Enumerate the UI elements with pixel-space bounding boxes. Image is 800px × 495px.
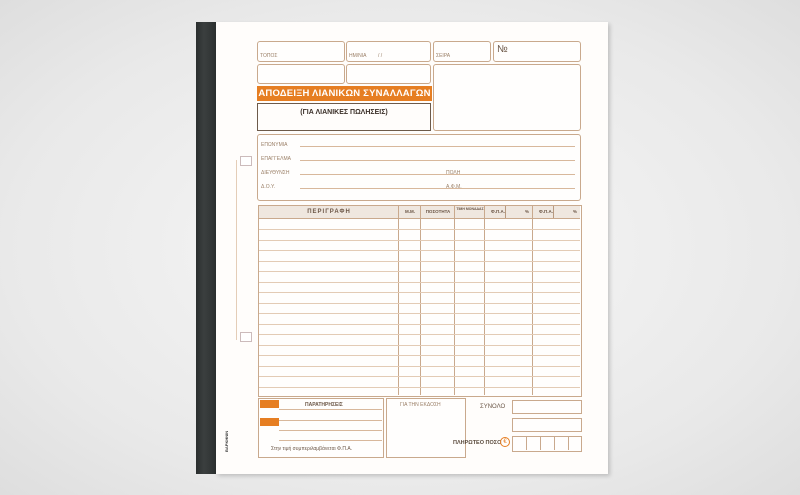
table-row [259, 345, 580, 346]
issuer-details-box [433, 64, 581, 131]
city-label: ΠΟΛΗ [446, 170, 461, 176]
table-row [259, 366, 580, 367]
receipt-title: ΑΠΟΔΕΙΞΗ ΛΙΑΝΙΚΩΝ ΣΥΝΑΛΛΑΓΩΝ [258, 88, 431, 99]
col-vat1: Φ.Π.Α. [491, 209, 505, 214]
col-divider [553, 206, 554, 218]
euro-icon: € [500, 437, 510, 447]
col-description: ΠΕΡΙΓΡΑΦΗ [307, 209, 351, 215]
address-label: ΔΙΕΥΘΥΝΣΗ [261, 170, 290, 176]
vat-note: Στην τιμή συμπεριλαμβάνεται Φ.Π.Α. [271, 446, 353, 452]
payable-divider [568, 437, 569, 450]
table-row [259, 271, 580, 272]
col-vat2-pct: % [572, 209, 577, 214]
total-field[interactable] [512, 400, 582, 414]
payable-label: ΠΛΗΡΩΤΕΟ ΠΟΣΟ [453, 440, 502, 446]
col-unit: Μ.Μ. [405, 209, 415, 214]
subtotal-field[interactable] [512, 418, 582, 432]
payable-field[interactable] [512, 436, 582, 452]
table-row [259, 261, 580, 262]
remarks-line [279, 420, 382, 421]
payable-divider [540, 437, 541, 450]
table-row [259, 376, 580, 377]
booklet-binding [196, 22, 216, 474]
table-row [259, 313, 580, 314]
date-slashes: / / [378, 53, 383, 59]
customer-line-1 [300, 146, 575, 147]
table-row [259, 355, 580, 356]
col-vat2: Φ.Π.Α. [539, 209, 553, 214]
table-row [259, 303, 580, 304]
table-row [259, 334, 580, 335]
col-quantity: ΠΟΣΟΤΗΤΑ [425, 209, 451, 214]
customer-line-2 [300, 160, 575, 161]
col-divider [505, 206, 506, 218]
remarks-line [279, 440, 382, 441]
issuer-info-box-right [346, 64, 431, 84]
number-label: № [497, 44, 508, 55]
issuer-info-box-left [257, 64, 345, 84]
col-vat1-pct: % [524, 209, 529, 214]
col-unit-price: ΤΙΜΗ ΜΟΝΑΔΑΣ [456, 207, 484, 211]
table-row [259, 387, 580, 388]
table-row [259, 229, 580, 230]
payable-divider [526, 437, 527, 450]
payable-divider [554, 437, 555, 450]
vat-number-label: Α.Φ.Μ. [446, 184, 462, 190]
issuer-label: ΓΙΑ ΤΗΝ ΕΚΔΟΣΗ [400, 402, 441, 408]
table-row [259, 240, 580, 241]
remarks-line [279, 430, 382, 431]
date-label: ΗΜ/ΝΙΑ [349, 53, 367, 59]
table-row [259, 282, 580, 283]
side-checkbox-bottom [240, 332, 252, 342]
table-row [259, 250, 580, 251]
profession-label: ΕΠΑΓΓΕΛΜΑ [261, 156, 291, 162]
customer-line-4 [300, 188, 575, 189]
receipt-subtitle: (ΓΙΑ ΛΙΑΝΙΚΕΣ ΠΩΛΗΣΕΙΣ) [257, 103, 431, 131]
customer-line-3 [300, 174, 575, 175]
table-row [259, 324, 580, 325]
side-checkbox-top [240, 156, 252, 166]
remarks-header-line [279, 409, 382, 410]
publisher-mark: ΒΑΡΚΗΝΙΝ [224, 430, 229, 452]
series-label: ΣΕΙΡΑ [436, 53, 451, 59]
footer-tag-2 [260, 418, 279, 426]
place-label: ΤΟΠΟΣ [260, 53, 278, 59]
perforation-line [236, 160, 237, 340]
surname-label: ΕΠΩΝΥΜΙΑ [261, 142, 288, 148]
table-row [259, 292, 580, 293]
total-label: ΣΥΝΟΛΟ [480, 404, 506, 410]
remarks-label: ΠΑΡΑΤΗΡΗΣΕΙΣ [305, 402, 343, 408]
customer-block [257, 134, 581, 201]
tax-office-label: Δ.Ο.Υ. [261, 184, 276, 190]
footer-tag-1 [260, 400, 279, 408]
